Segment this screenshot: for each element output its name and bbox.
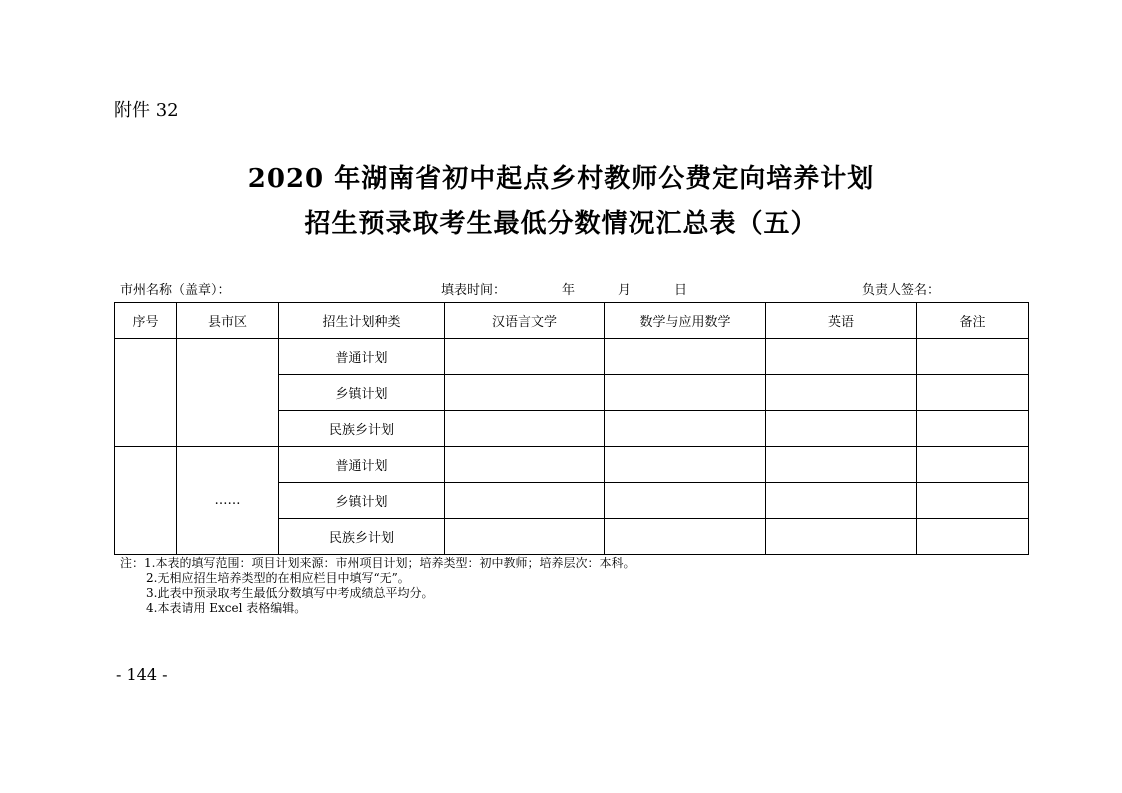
header-math: 数学与应用数学	[605, 303, 766, 339]
remarks-cell	[917, 411, 1029, 447]
remarks-cell	[917, 339, 1029, 375]
remarks-cell	[917, 519, 1029, 555]
notes-block	[120, 556, 635, 616]
month-label: 月	[618, 283, 632, 298]
fill-time-label: 填表时间：	[441, 283, 507, 298]
score-cell	[605, 375, 766, 411]
plan-type-cell: 民族乡计划	[279, 519, 445, 555]
score-cell	[445, 375, 605, 411]
plan-type-cell: 乡镇计划	[279, 483, 445, 519]
county-cell: ……	[177, 447, 279, 555]
table-row	[115, 447, 1029, 483]
score-cell	[445, 519, 605, 555]
score-cell	[766, 411, 917, 447]
day-label: 日	[674, 283, 688, 298]
score-cell	[766, 483, 917, 519]
note-line: 2.无相应招生培养类型的在相应栏目中填写“无”。	[146, 571, 410, 585]
seq-cell	[115, 447, 177, 555]
score-cell	[445, 411, 605, 447]
score-cell	[445, 339, 605, 375]
page-number: - 144 -	[116, 665, 168, 684]
signer-label: 负责人签名：	[862, 283, 941, 298]
score-cell	[605, 519, 766, 555]
county-cell	[177, 339, 279, 447]
score-cell	[766, 447, 917, 483]
summary-table	[114, 302, 1029, 555]
header-plan-type: 招生计划种类	[279, 303, 445, 339]
plan-type-cell: 民族乡计划	[279, 411, 445, 447]
header-english: 英语	[766, 303, 917, 339]
remarks-cell	[917, 483, 1029, 519]
attachment-label: 附件 32	[114, 100, 179, 121]
note-line: 注：1.本表的填写范围：项目计划来源：市州项目计划；培养类型：初中教师；培养层次：本科。	[120, 556, 636, 570]
year-label: 年	[562, 283, 576, 298]
header-chinese: 汉语言文学	[445, 303, 605, 339]
score-cell	[605, 411, 766, 447]
plan-type-cell: 乡镇计划	[279, 375, 445, 411]
score-cell	[766, 339, 917, 375]
note-line: 3.此表中预录取考生最低分数填写中考成绩总平均分。	[146, 586, 434, 600]
score-cell	[605, 483, 766, 519]
score-cell	[605, 339, 766, 375]
title-line-1: 2020 年湖南省初中起点乡村教师公费定向培养计划	[247, 164, 875, 194]
remarks-cell	[917, 447, 1029, 483]
score-cell	[766, 519, 917, 555]
plan-type-cell: 普通计划	[279, 339, 445, 375]
score-cell	[445, 483, 605, 519]
remarks-cell	[917, 375, 1029, 411]
score-cell	[766, 375, 917, 411]
score-cell	[445, 447, 605, 483]
score-cell	[605, 447, 766, 483]
header-remarks: 备注	[917, 303, 1029, 339]
table-header-row	[115, 303, 1029, 339]
title-line-2: 招生预录取考生最低分数情况汇总表（五）	[304, 209, 818, 239]
header-seq: 序号	[115, 303, 177, 339]
city-name-label: 市州名称（盖章）：	[120, 283, 231, 298]
seq-cell	[115, 339, 177, 447]
table-row	[115, 339, 1029, 375]
plan-type-cell: 普通计划	[279, 447, 445, 483]
header-county: 县市区	[177, 303, 279, 339]
note-line: 4.本表请用 Excel 表格编辑。	[146, 601, 307, 615]
